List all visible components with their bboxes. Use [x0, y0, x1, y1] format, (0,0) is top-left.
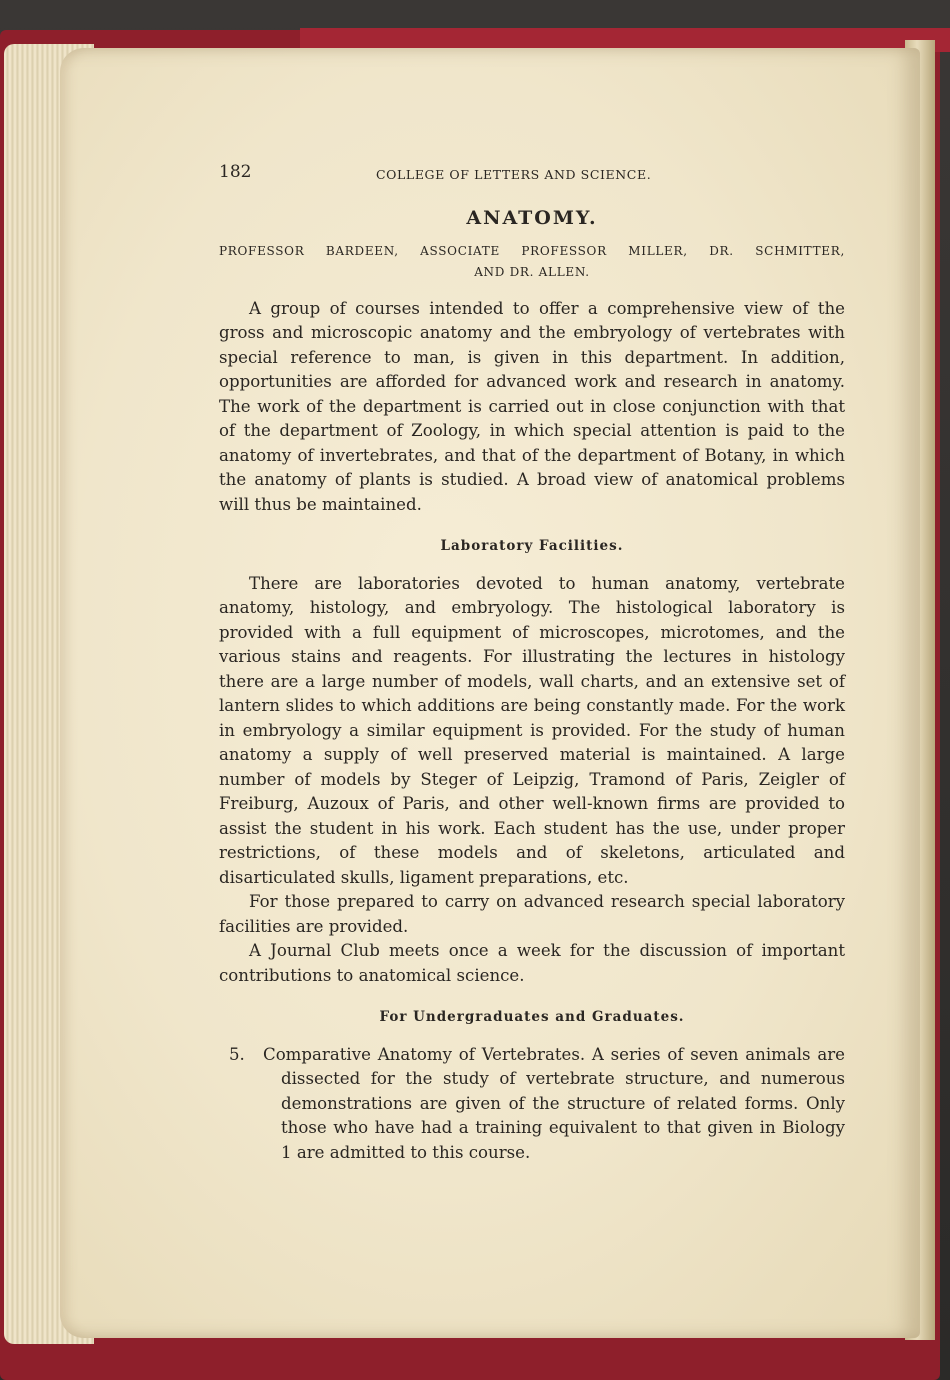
- laboratory-heading: Laboratory Facilities.: [440, 538, 624, 554]
- intro-paragraph: A group of courses intended to offer a comprehensive view of the gross and microscopic anatomy and the embryology of vertebrates with special reference to man, is given in this department. In addition, opportunities are afforded for advanced work and research in anatomy. The work of the department is carried out in close conjunction with that of the department of Zoology, in which special attention is paid to the anatomy of invertebrates, and that of the department of Botany, in which the anatomy of plants is studied. A broad view of anatomical problems will thus be maintained.: [219, 298, 845, 514]
- laboratory-paragraph: There are laboratories devoted to human anatomy, vertebrate anatomy, histology, and embryology. The histological laboratory is provided with a full equipment of microscopes, microtomes, and the various stains and reagents. For illustrating the lectures in histology there are a large number of models, wall charts, and an extensive set of lantern slides to which additions are being constantly made. For the work in embryology a similar equipment is provided. For the study of human anatomy a supply of well preserved material is maintained. A large number of models by Steger of Leipzig, Tramond of Paris, Zeigler of Freiburg, Auzoux of Paris, and other well-known firms are provided to assist the student in his work. Each student has the use, under proper restrictions, of these models and of skeletons, articulated and disarticulated skulls, ligament preparations, etc.: [219, 573, 845, 887]
- faculty-list: [219, 241, 845, 283]
- course-item: [219, 1043, 845, 1166]
- faculty-line-2: AND DR. ALLEN.: [474, 264, 590, 279]
- running-title: COLLEGE OF LETTERS AND SCIENCE.: [376, 167, 652, 182]
- course-description: Comparative Anatomy of Vertebrates. A series of seven animals are dissected for the study of vertebrate structure, and numerous demonstrations are given of the structure of related forms. Only those who have had a training equivalent to that given in Biology 1 are admitted to this course.: [263, 1044, 845, 1162]
- page-number: 182: [219, 162, 252, 182]
- journal-club-paragraph: A Journal Club meets once a week for the discussion of important contributions to anatomical science.: [219, 941, 845, 985]
- page-content: [219, 160, 845, 1165]
- research-paragraph: For those prepared to carry on advanced research special laboratory facilities are provided.: [219, 892, 845, 936]
- faculty-line-1: PROFESSOR BARDEEN, ASSOCIATE PROFESSOR MILLER, DR. SCHMITTER,: [219, 243, 845, 258]
- course-number: 5.: [229, 1044, 245, 1064]
- department-title: ANATOMY.: [466, 207, 598, 229]
- running-head: [219, 160, 845, 188]
- courses-heading: For Undergraduates and Graduates.: [379, 1009, 685, 1025]
